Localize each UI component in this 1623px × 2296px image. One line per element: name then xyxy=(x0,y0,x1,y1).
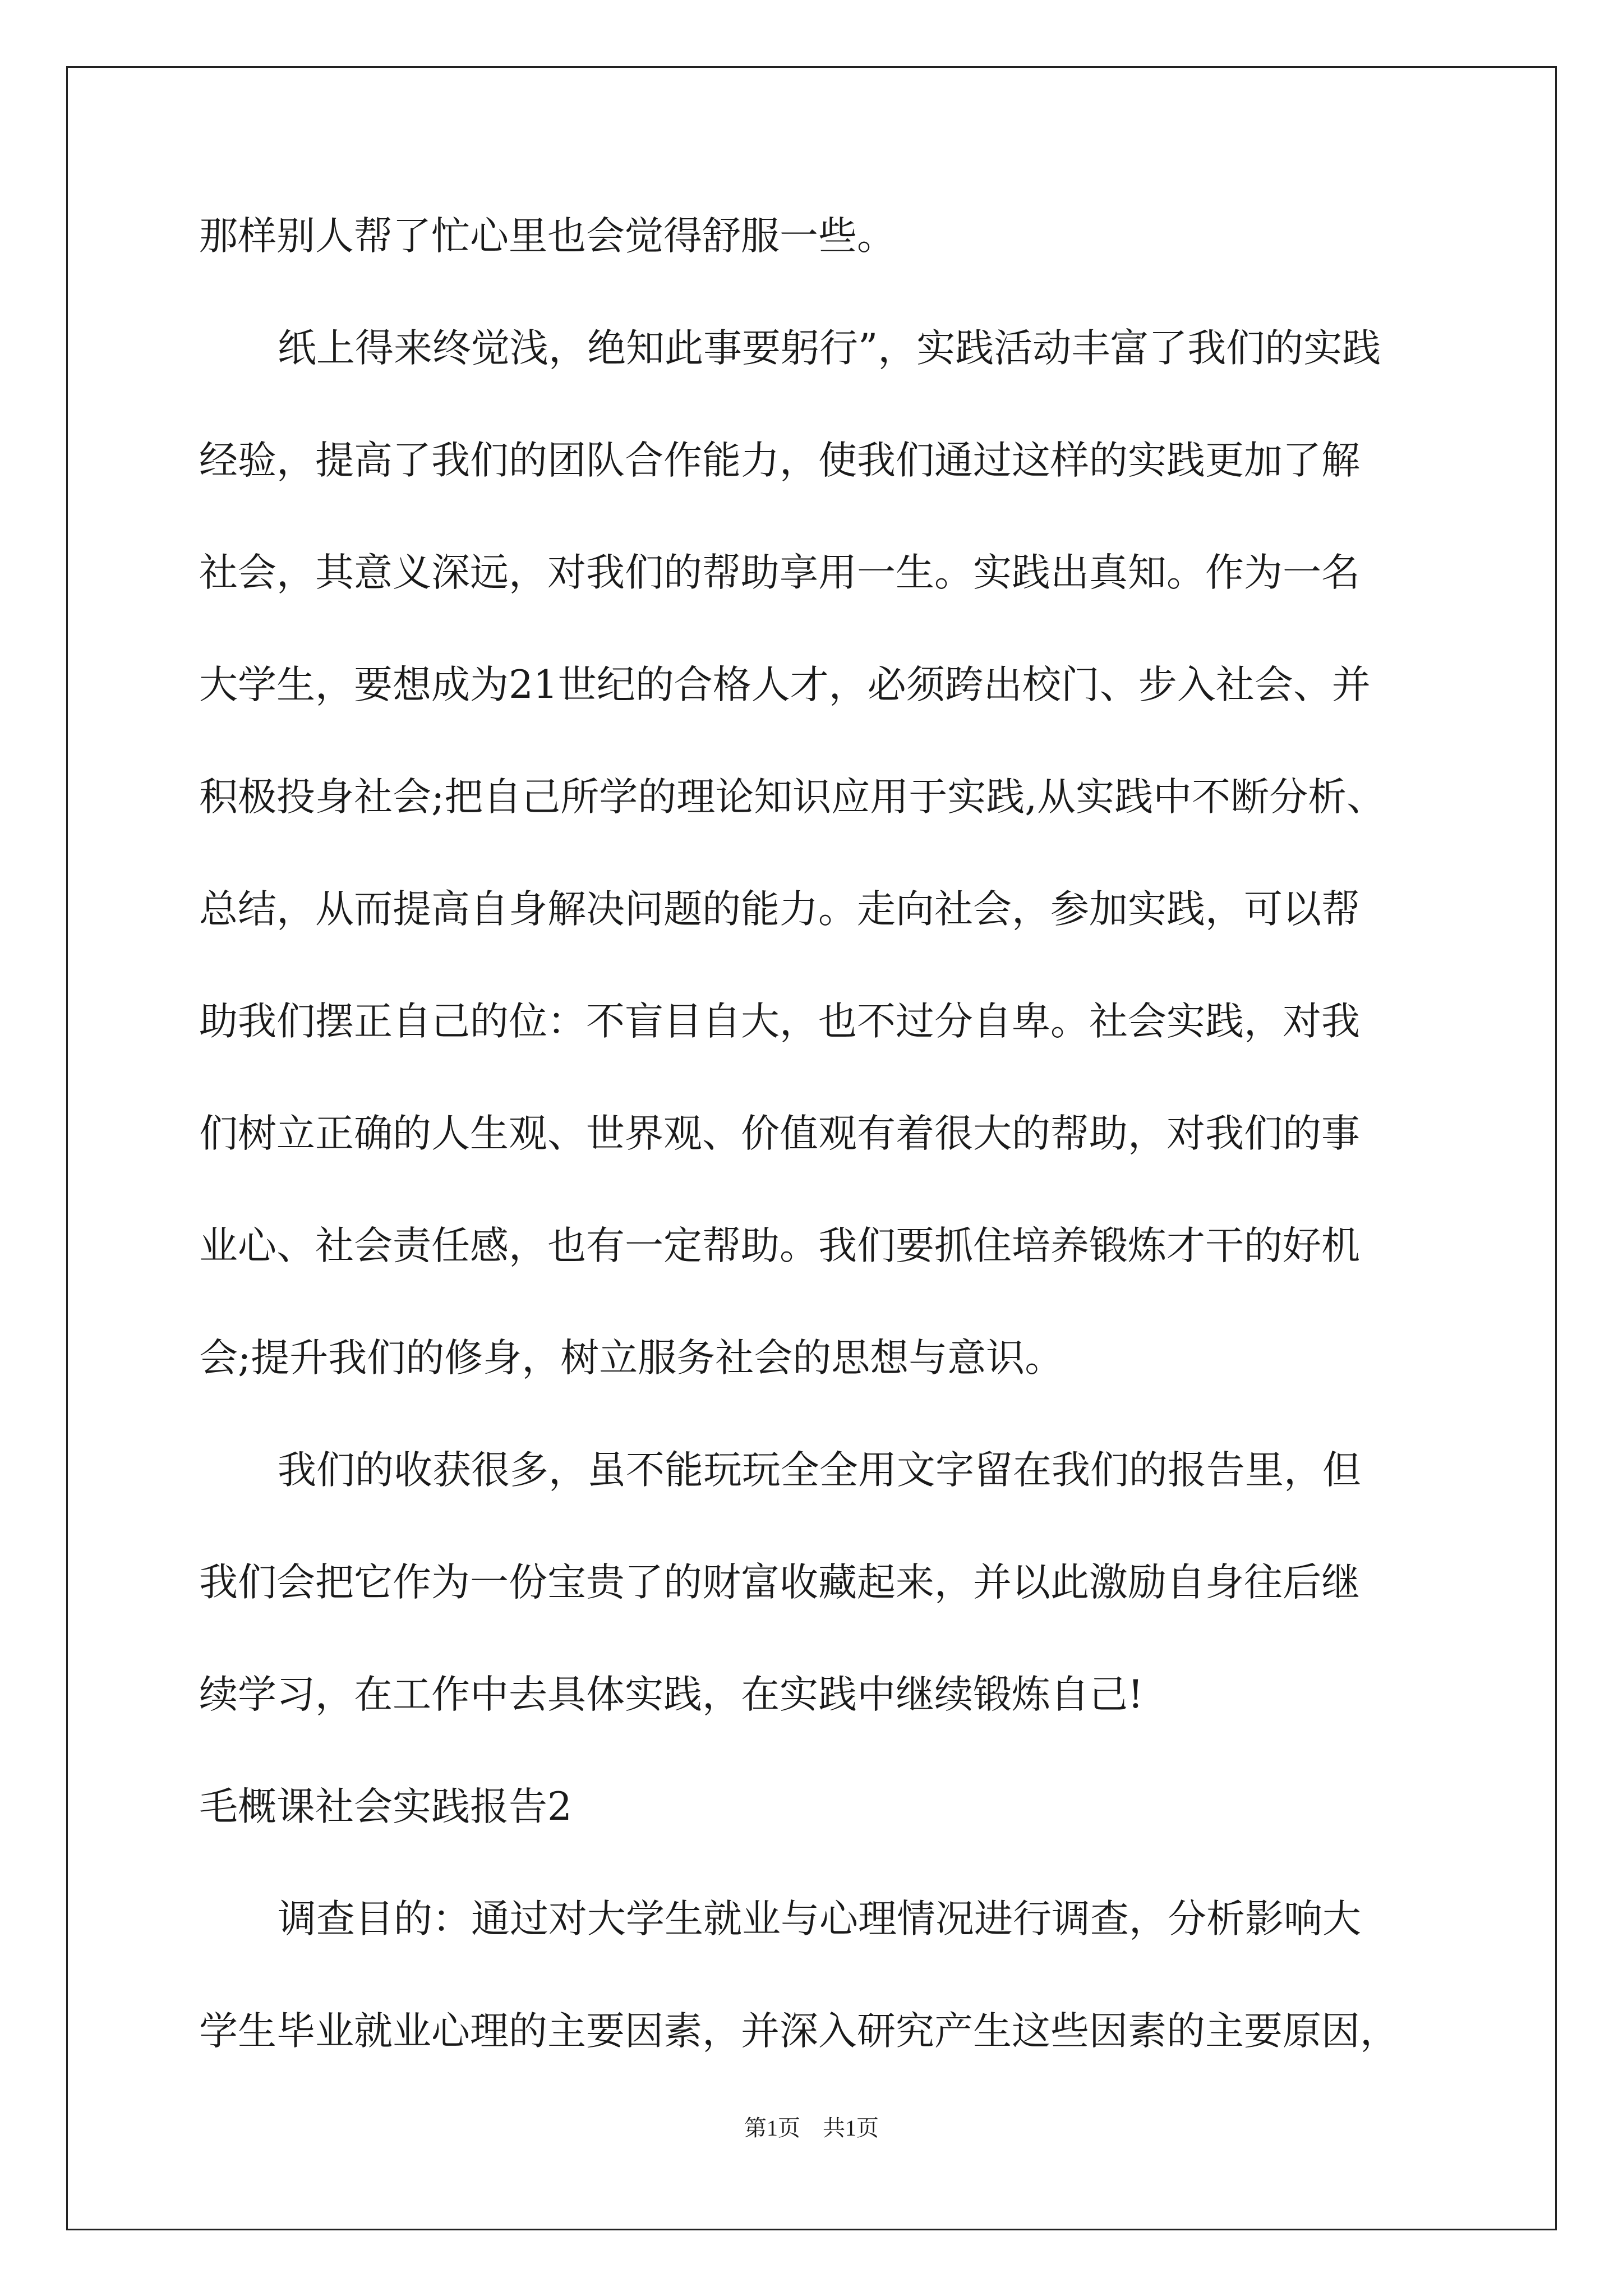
text-line: 们树立正确的人生观、世界观、价值观有着很大的帮助，对我们的事 xyxy=(199,1111,1360,1156)
text-line: 那样别人帮了忙心里也会觉得舒服一些。 xyxy=(199,214,896,259)
text-line: 会;提升我们的修身，树立服务社会的思想与意识。 xyxy=(199,1336,1064,1381)
paragraph-start-line: 我们的收获很多，虽不能玩玩全全用文字留在我们的报告里，但 xyxy=(278,1448,1361,1493)
text-line: 业心、社会责任感，也有一定帮助。我们要抓住培养锻炼才干的好机 xyxy=(199,1223,1360,1268)
document-body xyxy=(199,216,1427,2123)
text-line: 社会，其意义深远，对我们的帮助享用一生。实践出真知。作为一名 xyxy=(199,550,1360,595)
text-line: 学生毕业就业心理的主要因素，并深入研究产生这些因素的主要原因， xyxy=(199,2009,1399,2054)
paragraph-start-line: 调查目的：通过对大学生就业与心理情况进行调查，分析影响大 xyxy=(278,1897,1361,1941)
text-line: 续学习，在工作中去具体实践，在实践中继续锻炼自己! xyxy=(199,1672,1144,1717)
text-line: 总结，从而提高自身解决问题的能力。走向社会，参加实践，可以帮 xyxy=(199,887,1360,932)
text-line: 经验，提高了我们的团队合作能力，使我们通过这样的实践更加了解 xyxy=(199,438,1360,483)
page-footer: 第1页 共1页 xyxy=(744,2115,879,2141)
text-line: 积极投身社会;把自己所学的理论知识应用于实践,从实践中不断分析、 xyxy=(199,775,1386,820)
text-line: 大学生，要想成为21世纪的合格人才，必须跨出校门、步入社会、并 xyxy=(199,662,1371,707)
text-line: 助我们摆正自己的位：不盲目自大，也不过分自卑。社会实践，对我 xyxy=(199,999,1360,1044)
section-heading: 毛概课社会实践报告2 xyxy=(199,1784,572,1829)
text-line: 我们会把它作为一份宝贵了的财富收藏起来，并以此激励自身往后继 xyxy=(199,1560,1360,1605)
paragraph-start-line: 纸上得来终觉浅，绝知此事要躬行”，实践活动丰富了我们的实践 xyxy=(278,326,1381,371)
